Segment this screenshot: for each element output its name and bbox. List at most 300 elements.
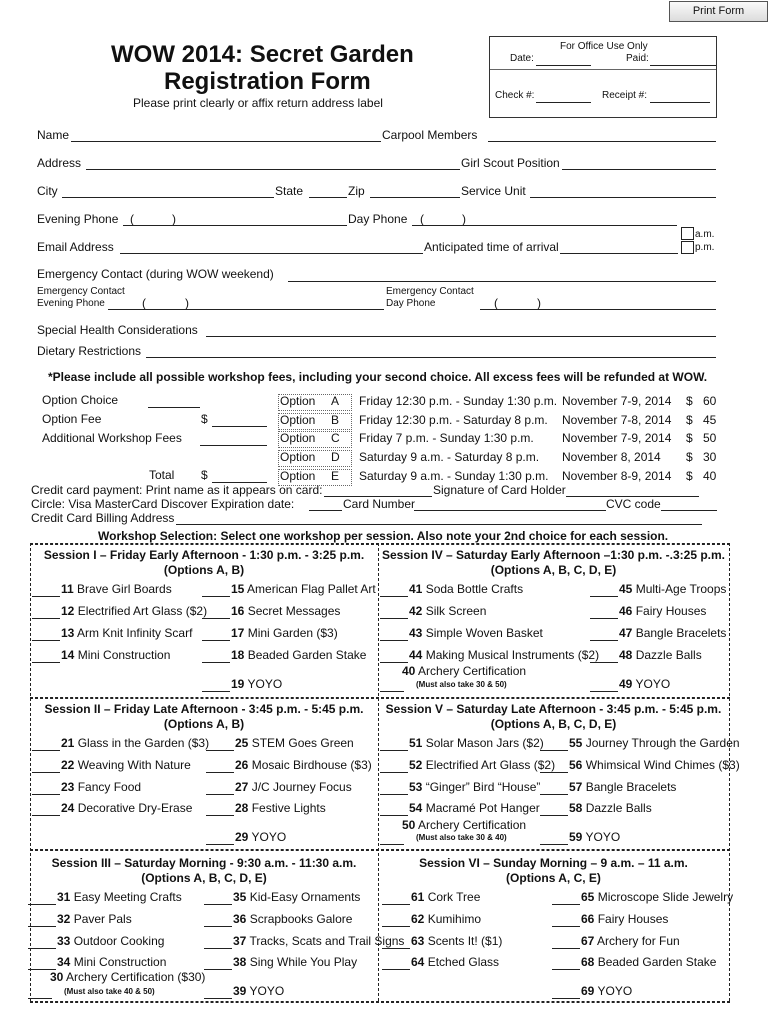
workshop-item[interactable] bbox=[32, 801, 192, 816]
workshop-title: Mini Garden ($3) bbox=[244, 626, 338, 640]
workshop-number: 50 bbox=[402, 818, 416, 832]
workshop-item[interactable] bbox=[380, 648, 599, 663]
sessions-top-border bbox=[30, 543, 730, 545]
workshop-number: 46 bbox=[619, 604, 633, 618]
workshop-number: 66 bbox=[581, 912, 595, 926]
am-label: a.m. bbox=[695, 229, 715, 240]
ec-evening-phone-field[interactable] bbox=[108, 309, 384, 310]
workshop-number: 36 bbox=[233, 912, 247, 926]
choice-blank[interactable] bbox=[32, 780, 60, 795]
workshop-number: 47 bbox=[619, 626, 633, 640]
workshop-title: Dazzle Balls bbox=[582, 801, 652, 815]
dietary-label: Dietary Restrictions bbox=[37, 344, 142, 358]
workshop-item[interactable] bbox=[32, 626, 192, 641]
workshop-number: 55 bbox=[569, 736, 583, 750]
workshop-title: Paver Pals bbox=[70, 912, 132, 926]
evening-phone-field[interactable] bbox=[123, 225, 347, 226]
workshop-title: Archery Certification ($30) bbox=[63, 970, 206, 984]
ec-day-phone-field[interactable] bbox=[480, 309, 716, 310]
workshop-item[interactable] bbox=[204, 912, 352, 927]
option-letter: C bbox=[331, 431, 340, 445]
option-price: 50 bbox=[703, 431, 717, 445]
workshop-item[interactable] bbox=[206, 758, 372, 773]
workshop-number: 53 bbox=[409, 780, 423, 794]
option-price: 60 bbox=[703, 394, 717, 408]
workshop-item[interactable] bbox=[202, 626, 338, 641]
workshop-item[interactable] bbox=[202, 604, 340, 619]
choice-blank[interactable] bbox=[206, 801, 234, 816]
choice-blank[interactable] bbox=[552, 984, 580, 999]
office-use-box bbox=[489, 36, 717, 118]
workshop-title: YOYO bbox=[632, 677, 671, 691]
workshop-number: 49 bbox=[619, 677, 633, 691]
workshop-item[interactable] bbox=[382, 912, 481, 927]
choice-blank[interactable] bbox=[380, 626, 408, 641]
option-time: Friday 12:30 p.m. - Sunday 1:30 p.m. bbox=[359, 394, 558, 408]
choice-blank[interactable] bbox=[380, 780, 408, 795]
workshop-title: Brave Girl Boards bbox=[73, 582, 172, 596]
workshop-title: Cork Tree bbox=[424, 890, 481, 904]
girl-scout-position-field[interactable] bbox=[562, 169, 716, 170]
workshop-item[interactable] bbox=[380, 736, 544, 751]
workshop-item[interactable] bbox=[204, 955, 357, 970]
choice-blank[interactable] bbox=[382, 912, 410, 927]
workshop-item[interactable] bbox=[380, 780, 540, 795]
choice-blank[interactable] bbox=[380, 691, 404, 692]
choice-blank[interactable] bbox=[32, 736, 60, 751]
option-label: Option bbox=[280, 413, 316, 427]
option-time: Friday 7 p.m. - Sunday 1:30 p.m. bbox=[359, 431, 534, 445]
workshop-title: Weaving With Nature bbox=[74, 758, 191, 772]
address-field[interactable] bbox=[86, 169, 460, 170]
choice-blank[interactable] bbox=[32, 648, 60, 663]
choice-blank[interactable] bbox=[540, 758, 568, 773]
workshop-number: 15 bbox=[231, 582, 245, 596]
session-options: (Options A, B, C, D, E) bbox=[490, 717, 617, 731]
workshop-number: 48 bbox=[619, 648, 633, 662]
session-title: Session II – Friday Late Afternoon - 3:45 p.m. - 5:45 p.m. bbox=[44, 702, 364, 716]
workshop-number: 64 bbox=[411, 955, 425, 969]
option-price: 30 bbox=[703, 450, 717, 464]
carpool-field[interactable] bbox=[488, 141, 716, 142]
arrival-label: Anticipated time of arrival bbox=[424, 240, 559, 254]
choice-blank[interactable] bbox=[28, 998, 52, 999]
workshop-title: Dazzle Balls bbox=[632, 648, 702, 662]
office-receipt-field[interactable] bbox=[650, 102, 710, 103]
total-dollar: $ bbox=[201, 468, 208, 482]
cc-expiration-field[interactable] bbox=[309, 510, 342, 511]
workshop-number: 42 bbox=[409, 604, 423, 618]
option-dollar: $ bbox=[686, 450, 693, 464]
option-dates: November 8, 2014 bbox=[562, 450, 661, 464]
workshop-item[interactable] bbox=[552, 890, 733, 905]
workshop-item[interactable] bbox=[552, 934, 680, 949]
workshop-item[interactable] bbox=[540, 830, 620, 845]
choice-blank[interactable] bbox=[552, 912, 580, 927]
session-options: (Options A, B, C, D, E) bbox=[490, 563, 617, 577]
workshop-number: 18 bbox=[231, 648, 245, 662]
workshop-title: Decorative Dry-Erase bbox=[74, 801, 193, 815]
workshop-item[interactable] bbox=[380, 582, 523, 597]
workshop-item[interactable] bbox=[206, 801, 326, 816]
cc-cvc-field[interactable] bbox=[661, 510, 717, 511]
workshop-title: Tracks, Scats and Trail Signs bbox=[246, 934, 405, 948]
workshop-number: 58 bbox=[569, 801, 583, 815]
session-options: (Options A, C, E) bbox=[506, 871, 601, 885]
ec-evening-paren-open: ( bbox=[142, 296, 146, 310]
cc-billing-field[interactable] bbox=[176, 524, 702, 525]
choice-blank[interactable] bbox=[32, 582, 60, 597]
evening-phone-label: Evening Phone bbox=[37, 212, 119, 226]
option-letter: A bbox=[331, 394, 340, 408]
day-phone-field[interactable] bbox=[412, 225, 677, 226]
choice-blank[interactable] bbox=[382, 955, 410, 970]
workshop-number: 19 bbox=[231, 677, 245, 691]
workshop-item[interactable] bbox=[202, 582, 376, 597]
workshop-item[interactable] bbox=[50, 970, 205, 984]
choice-blank[interactable] bbox=[380, 648, 408, 663]
day-phone-label: Day Phone bbox=[348, 212, 408, 226]
choice-blank[interactable] bbox=[380, 736, 408, 751]
choice-blank[interactable] bbox=[202, 626, 230, 641]
choice-blank[interactable] bbox=[206, 736, 234, 751]
workshop-item[interactable] bbox=[552, 912, 668, 927]
option-dollar: $ bbox=[686, 431, 693, 445]
workshop-title: Fairy Houses bbox=[632, 604, 707, 618]
workshop-item[interactable] bbox=[590, 626, 726, 641]
workshop-item[interactable] bbox=[206, 830, 286, 845]
option-price: 40 bbox=[703, 469, 717, 483]
workshop-item[interactable] bbox=[552, 984, 632, 999]
option-dates: November 7-9, 2014 bbox=[562, 431, 672, 445]
workshop-item[interactable] bbox=[540, 758, 740, 773]
health-field[interactable] bbox=[206, 336, 716, 337]
workshop-item[interactable] bbox=[204, 984, 284, 999]
workshop-title: Festive Lights bbox=[248, 801, 326, 815]
workshop-title: Archery for Fun bbox=[594, 934, 680, 948]
choice-blank[interactable] bbox=[380, 582, 408, 597]
state-label: State bbox=[275, 184, 304, 198]
office-heading: For Office Use Only bbox=[560, 41, 648, 52]
office-divider bbox=[490, 69, 716, 70]
service-unit-label: Service Unit bbox=[461, 184, 526, 198]
workshop-title: Scrapbooks Galore bbox=[246, 912, 353, 926]
zip-field[interactable] bbox=[370, 197, 460, 198]
choice-blank[interactable] bbox=[540, 780, 568, 795]
workshop-title: Archery Certification bbox=[415, 664, 527, 678]
workshop-item[interactable] bbox=[380, 801, 540, 816]
ec-day-label-line1: Emergency Contact bbox=[386, 286, 474, 297]
sessions-divider-2 bbox=[30, 849, 730, 851]
workshop-item[interactable] bbox=[590, 604, 706, 619]
workshop-title: YOYO bbox=[582, 830, 621, 844]
choice-blank[interactable] bbox=[204, 984, 232, 999]
choice-blank[interactable] bbox=[202, 604, 230, 619]
workshop-number: 59 bbox=[569, 830, 583, 844]
office-paid-field[interactable] bbox=[650, 65, 716, 66]
workshop-title: “Ginger” Bird “House” bbox=[422, 780, 541, 794]
option-letter: B bbox=[331, 413, 340, 427]
cc-number-field[interactable] bbox=[414, 510, 606, 511]
choice-blank[interactable] bbox=[380, 758, 408, 773]
email-label: Email Address bbox=[37, 240, 114, 254]
office-receipt-label: Receipt #: bbox=[602, 90, 648, 101]
choice-blank[interactable] bbox=[552, 890, 580, 905]
workshop-number: 31 bbox=[57, 890, 71, 904]
workshop-item[interactable] bbox=[204, 890, 360, 905]
name-label: Name bbox=[37, 128, 70, 142]
workshop-item[interactable] bbox=[552, 955, 716, 970]
choice-blank[interactable] bbox=[202, 582, 230, 597]
arrival-field[interactable] bbox=[560, 253, 678, 254]
choice-blank[interactable] bbox=[380, 604, 408, 619]
option-label: Option bbox=[280, 469, 316, 483]
choice-blank[interactable] bbox=[590, 604, 618, 619]
form-title: WOW 2014: Secret Garden bbox=[111, 41, 414, 68]
workshop-title: Multi-Age Troops bbox=[632, 582, 727, 596]
choice-blank[interactable] bbox=[28, 890, 56, 905]
workshop-item[interactable] bbox=[590, 677, 670, 692]
workshop-item[interactable] bbox=[32, 604, 207, 619]
workshop-title: STEM Goes Green bbox=[248, 736, 354, 750]
evening-phone-paren-close: ) bbox=[172, 212, 176, 226]
choice-blank[interactable] bbox=[552, 934, 580, 949]
zip-label: Zip bbox=[348, 184, 365, 198]
option-choice-label: Option Choice bbox=[42, 393, 119, 407]
choice-blank[interactable] bbox=[28, 955, 56, 970]
workshop-title: Arm Knit Infinity Scarf bbox=[74, 626, 193, 640]
choice-blank[interactable] bbox=[590, 677, 618, 692]
workshop-title: Fancy Food bbox=[74, 780, 142, 794]
option-choice-field[interactable] bbox=[148, 407, 200, 408]
workshop-item[interactable] bbox=[28, 955, 166, 970]
choice-blank[interactable] bbox=[204, 912, 232, 927]
workshop-title: YOYO bbox=[246, 984, 285, 998]
choice-blank[interactable] bbox=[590, 582, 618, 597]
workshop-number: 69 bbox=[581, 984, 595, 998]
workshop-title: Scents It! ($1) bbox=[424, 934, 503, 948]
workshop-number: 35 bbox=[233, 890, 247, 904]
city-field[interactable] bbox=[62, 197, 274, 198]
workshop-title: Easy Meeting Crafts bbox=[70, 890, 182, 904]
workshop-item[interactable] bbox=[206, 780, 352, 795]
choice-blank[interactable] bbox=[380, 844, 404, 845]
workshop-number: 22 bbox=[61, 758, 75, 772]
workshop-title: Electrified Art Glass ($2) bbox=[422, 758, 556, 772]
workshop-item[interactable] bbox=[540, 780, 676, 795]
workshop-item[interactable] bbox=[590, 648, 702, 663]
sessions-bottom-border bbox=[30, 1001, 730, 1003]
workshop-item[interactable] bbox=[32, 758, 191, 773]
workshop-item[interactable] bbox=[540, 736, 740, 751]
workshop-number: 32 bbox=[57, 912, 71, 926]
emergency-contact-label: Emergency Contact (during WOW weekend) bbox=[37, 267, 274, 281]
workshop-title: Kid-Easy Ornaments bbox=[246, 890, 361, 904]
workshop-title: Secret Messages bbox=[244, 604, 341, 618]
print-form-button[interactable]: Print Form bbox=[669, 1, 768, 22]
office-check-label: Check #: bbox=[495, 90, 535, 101]
choice-blank[interactable] bbox=[32, 626, 60, 641]
form-instruction: Please print clearly or affix return address label bbox=[133, 96, 383, 110]
choice-blank[interactable] bbox=[28, 912, 56, 927]
option-letter: E bbox=[331, 469, 340, 483]
workshop-number: 28 bbox=[235, 801, 249, 815]
option-letter: D bbox=[331, 450, 340, 464]
workshop-item[interactable] bbox=[28, 890, 182, 905]
choice-blank[interactable] bbox=[202, 648, 230, 663]
workshop-item[interactable] bbox=[28, 934, 164, 949]
workshop-title: Mosaic Birdhouse ($3) bbox=[248, 758, 372, 772]
cc-circle-label: Circle: Visa MasterCard Discover Expiration date: bbox=[31, 497, 295, 511]
workshop-title: Soda Bottle Crafts bbox=[422, 582, 524, 596]
workshop-number: 21 bbox=[61, 736, 75, 750]
workshop-number: 40 bbox=[402, 664, 416, 678]
ec-day-label-line2: Day Phone bbox=[386, 298, 436, 309]
workshop-title: Fairy Houses bbox=[594, 912, 669, 926]
workshop-title: Kumihimo bbox=[424, 912, 482, 926]
workshop-item[interactable] bbox=[402, 818, 526, 832]
workshop-number: 34 bbox=[57, 955, 71, 969]
city-label: City bbox=[37, 184, 58, 198]
additional-fees-field[interactable] bbox=[200, 445, 267, 446]
workshop-number: 25 bbox=[235, 736, 249, 750]
workshop-number: 51 bbox=[409, 736, 423, 750]
form-subtitle: Registration Form bbox=[164, 68, 371, 95]
choice-blank[interactable] bbox=[540, 801, 568, 816]
workshop-title: Solar Mason Jars ($2) bbox=[422, 736, 544, 750]
am-checkbox[interactable] bbox=[681, 227, 694, 240]
ec-day-paren-open: ( bbox=[494, 296, 498, 310]
workshop-title: Electrified Art Glass ($2) bbox=[74, 604, 208, 618]
choice-blank[interactable] bbox=[32, 801, 60, 816]
office-date-field[interactable] bbox=[536, 65, 591, 66]
workshop-number: 41 bbox=[409, 582, 423, 596]
choice-blank[interactable] bbox=[202, 677, 230, 692]
option-dollar: $ bbox=[686, 394, 693, 408]
workshop-number: 43 bbox=[409, 626, 423, 640]
cc-signature-label: Signature of Card Holder bbox=[433, 483, 566, 497]
additional-fees-label: Additional Workshop Fees bbox=[42, 431, 182, 445]
choice-blank[interactable] bbox=[204, 890, 232, 905]
archery-note: (Must also take 30 & 40) bbox=[416, 833, 507, 842]
workshop-item[interactable] bbox=[202, 677, 282, 692]
health-label: Special Health Considerations bbox=[37, 323, 198, 337]
workshop-number: 62 bbox=[411, 912, 425, 926]
choice-blank[interactable] bbox=[206, 830, 234, 845]
choice-blank[interactable] bbox=[590, 626, 618, 641]
workshop-item[interactable] bbox=[382, 955, 499, 970]
choice-blank[interactable] bbox=[382, 890, 410, 905]
evening-phone-paren-open: ( bbox=[130, 212, 134, 226]
option-dollar: $ bbox=[686, 469, 693, 483]
workshop-item[interactable] bbox=[590, 582, 726, 597]
emergency-contact-field[interactable] bbox=[288, 281, 716, 282]
choice-blank[interactable] bbox=[382, 934, 410, 949]
workshop-title: Outdoor Cooking bbox=[70, 934, 165, 948]
workshop-number: 23 bbox=[61, 780, 75, 794]
option-dates: November 7-8, 2014 bbox=[562, 413, 672, 427]
workshop-item[interactable] bbox=[382, 890, 480, 905]
choice-blank[interactable] bbox=[204, 955, 232, 970]
archery-note: (Must also take 30 & 50) bbox=[416, 680, 507, 689]
workshop-number: 56 bbox=[569, 758, 583, 772]
workshop-item[interactable] bbox=[202, 648, 366, 663]
workshop-item[interactable] bbox=[206, 736, 354, 751]
office-check-field[interactable] bbox=[536, 102, 591, 103]
state-field[interactable] bbox=[309, 197, 347, 198]
choice-blank[interactable] bbox=[206, 780, 234, 795]
workshop-item[interactable] bbox=[382, 934, 502, 949]
workshop-number: 33 bbox=[57, 934, 71, 948]
email-field[interactable] bbox=[120, 253, 423, 254]
choice-blank[interactable] bbox=[380, 801, 408, 816]
workshop-item[interactable] bbox=[32, 648, 170, 663]
option-label: Option bbox=[280, 394, 316, 408]
option-time: Saturday 9 a.m. - Saturday 8 p.m. bbox=[359, 450, 540, 464]
choice-blank[interactable] bbox=[206, 758, 234, 773]
name-field[interactable] bbox=[71, 141, 381, 142]
workshop-item[interactable] bbox=[32, 582, 172, 597]
ec-evening-paren-close: ) bbox=[185, 296, 189, 310]
workshop-number: 29 bbox=[235, 830, 249, 844]
workshop-number: 13 bbox=[61, 626, 75, 640]
choice-blank[interactable] bbox=[552, 955, 580, 970]
service-unit-field[interactable] bbox=[530, 197, 716, 198]
workshop-item[interactable] bbox=[380, 604, 486, 619]
choice-blank[interactable] bbox=[204, 934, 232, 949]
workshop-title: American Flag Pallet Art bbox=[244, 582, 376, 596]
workshop-item[interactable] bbox=[28, 912, 132, 927]
session-title: Session IV – Saturday Early Afternoon –1:30 p.m. -.3:25 p.m. bbox=[382, 548, 725, 562]
workshop-item[interactable] bbox=[380, 626, 543, 641]
choice-blank[interactable] bbox=[32, 604, 60, 619]
option-fee-dollar: $ bbox=[201, 412, 208, 426]
choice-blank[interactable] bbox=[540, 830, 568, 845]
workshop-item[interactable] bbox=[32, 736, 209, 751]
workshop-number: 37 bbox=[233, 934, 247, 948]
workshop-item[interactable] bbox=[540, 801, 652, 816]
option-fee-field[interactable] bbox=[212, 426, 267, 427]
option-time: Saturday 9 a.m. - Sunday 1:30 p.m. bbox=[359, 469, 549, 483]
session-title: Session V – Saturday Late Afternoon - 3:45 p.m. - 5:45 p.m. bbox=[385, 702, 722, 716]
fees-notice: *Please include all possible workshop fees, including your second choice. All excess fees will be refunded at WOW. bbox=[48, 370, 708, 384]
choice-blank[interactable] bbox=[28, 934, 56, 949]
choice-blank[interactable] bbox=[590, 648, 618, 663]
office-date-label: Date: bbox=[510, 53, 534, 64]
workshop-title: Archery Certification bbox=[415, 818, 527, 832]
workshop-item[interactable] bbox=[380, 758, 555, 773]
workshop-title: Bangle Bracelets bbox=[632, 626, 727, 640]
choice-blank[interactable] bbox=[540, 736, 568, 751]
workshop-item[interactable] bbox=[32, 780, 141, 795]
pm-checkbox[interactable] bbox=[681, 241, 694, 254]
workshop-item[interactable] bbox=[204, 934, 404, 949]
workshop-number: 27 bbox=[235, 780, 249, 794]
ec-evening-label-line2: Evening Phone bbox=[37, 298, 105, 309]
workshop-title: J/C Journey Focus bbox=[248, 780, 352, 794]
cc-name-label: Credit card payment: Print name as it appears on card: bbox=[31, 483, 323, 497]
workshop-title: Silk Screen bbox=[422, 604, 487, 618]
ec-day-paren-close: ) bbox=[537, 296, 541, 310]
dietary-field[interactable] bbox=[146, 357, 716, 358]
workshop-title: Etched Glass bbox=[424, 955, 500, 969]
sessions-divider-1 bbox=[30, 697, 730, 699]
workshop-number: 54 bbox=[409, 801, 423, 815]
workshop-number: 44 bbox=[409, 648, 423, 662]
choice-blank[interactable] bbox=[32, 758, 60, 773]
workshop-item[interactable] bbox=[402, 664, 526, 678]
session-options: (Options A, B) bbox=[163, 717, 245, 731]
